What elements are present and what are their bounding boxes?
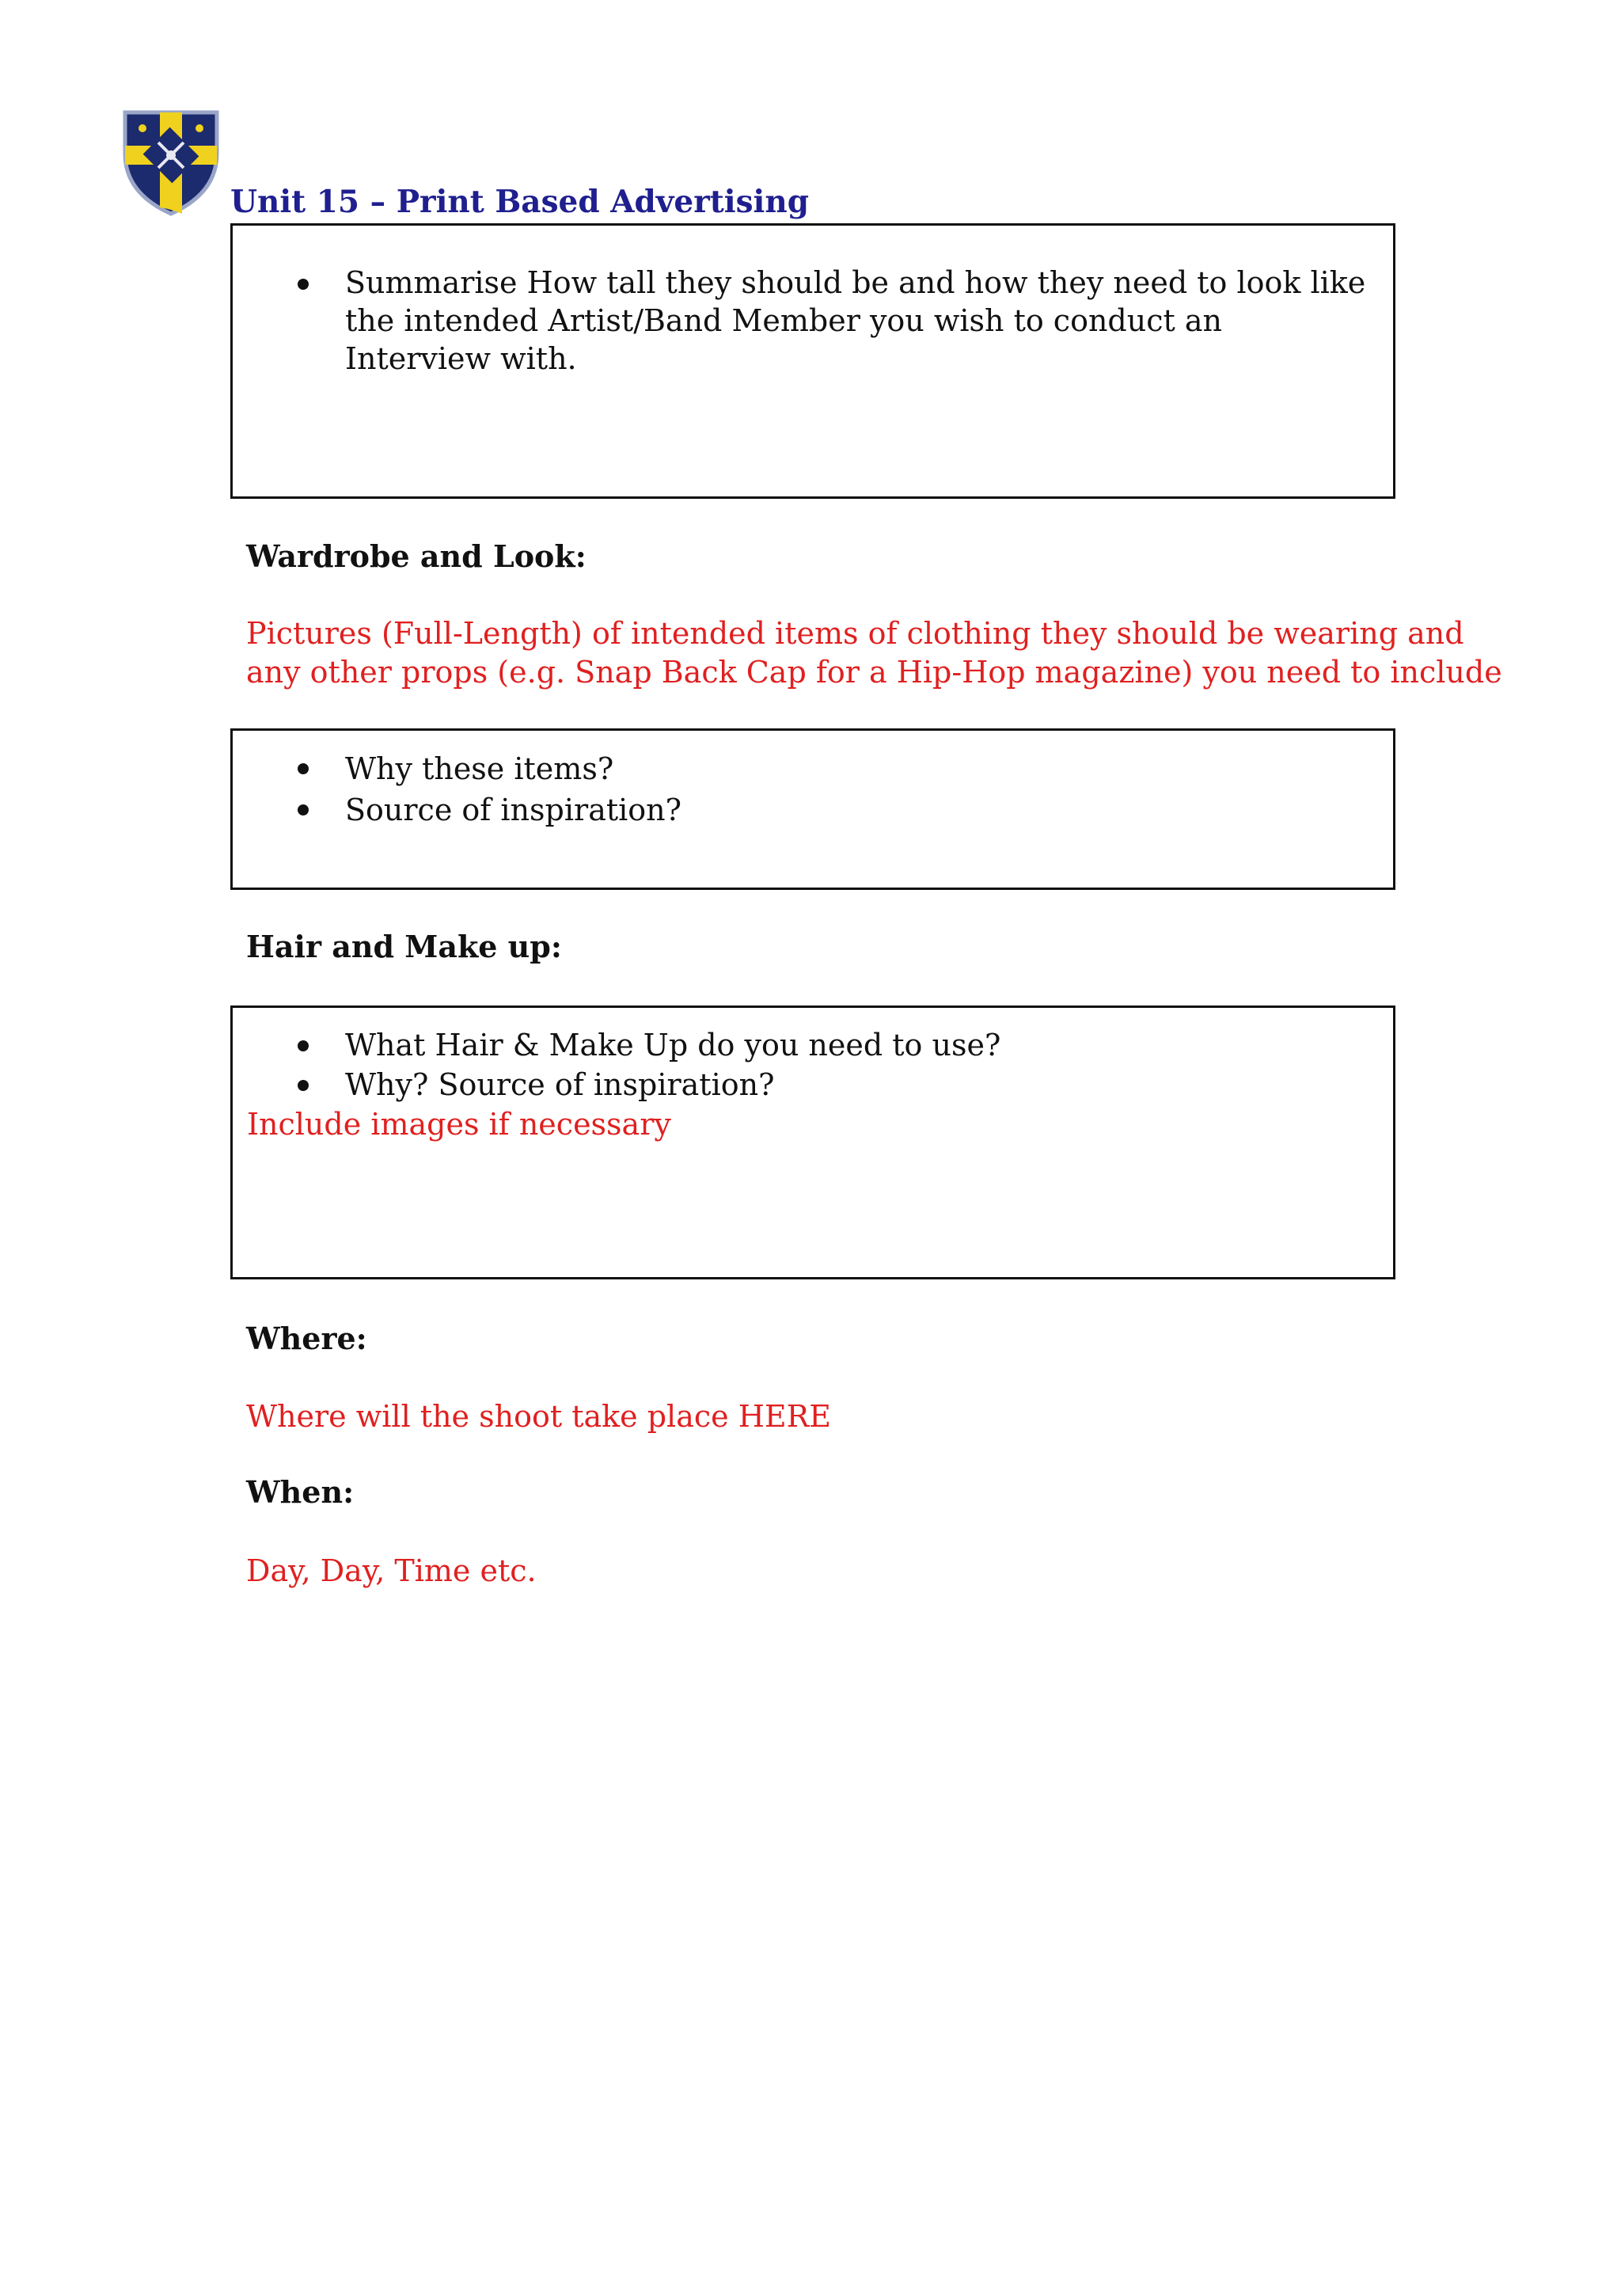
wardrobe-heading: Wardrobe and Look:: [246, 538, 587, 574]
hair-heading: Hair and Make up:: [246, 929, 562, 964]
hair-box[interactable]: [230, 1005, 1395, 1279]
when-instruction: Day, Day, Time etc.: [246, 1553, 537, 1588]
summary-bullet-list: [233, 264, 1393, 378]
list-item: Source of inspiration?: [233, 789, 1393, 831]
list-item: Why? Source of inspiration?: [233, 1065, 1393, 1104]
wardrobe-box[interactable]: [230, 728, 1395, 890]
school-crest-icon: [119, 105, 223, 217]
list-item: Why these items?: [233, 748, 1393, 789]
list-item: What Hair & Make Up do you need to use?: [233, 1025, 1393, 1065]
summary-box[interactable]: [230, 223, 1395, 499]
wardrobe-instruction-line-1: Pictures (Full-Length) of intended items of clothing they should be wearing and: [246, 616, 1464, 651]
wardrobe-instruction-line-2: any other props (e.g. Snap Back Cap for a Hip-Hop magazine) you need to include: [246, 655, 1502, 690]
hair-note: Include images if necessary: [247, 1107, 671, 1142]
when-heading: When:: [246, 1474, 355, 1510]
document-title: Unit 15 – Print Based Advertising: [230, 184, 809, 220]
where-instruction: Where will the shoot take place HERE: [246, 1399, 831, 1434]
wardrobe-bullet-list: [233, 748, 1393, 831]
hair-bullet-list: [233, 1025, 1393, 1104]
list-item: Summarise How tall they should be and how they need to look like the intended Artist/Band Member you wish to conduct an Interview with.: [233, 264, 1393, 378]
where-heading: Where:: [246, 1321, 367, 1356]
